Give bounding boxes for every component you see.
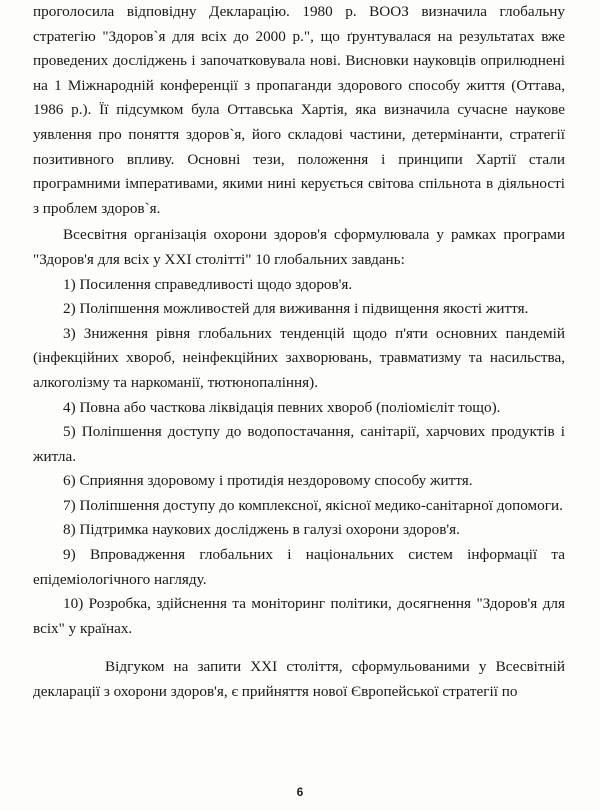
task-item-4: 4) Повна або часткова ліквідація певних хвороб (поліомієліт тощо). [63,398,501,416]
task-item-8: 8) Підтримка наукових досліджень в галузі охорони здоров'я. [63,521,460,539]
page-number: 6 [296,785,304,799]
task-item-2: 2) Поліпшення можливостей для виживання і підвищення якості життя. [63,300,529,318]
paragraph-declaration: проголосила відповідну Декларацію. 1980 р. ВООЗ визначила глобальну стратегію "Здоров`я для всіх до 2000 р.", що ґрунтувалася на результатах вже проведених досліджень і започатковувала нові. Висновки науковців оприлюднені на 1 Міжнародній конференції з пропаганди здорового способу життя (Оттава, 1986 р.). Її підсумком була Оттавська Хартія, яка визначила сучасне наукове уявлення про поняття здоров`я, його складові частини, детермінанти, стратегії позитивного впливу. Основні тези, положення і принципи Хартії стали програмними імперативами, якими нині керується світова спільнота в діяльності з проблем здоров`я. [33,3,565,217]
task-item-7: 7) Поліпшення доступу до комплексної, якісної медико-санітарної допомоги. [63,496,563,514]
task-item-10: 10) Розробка, здійснення та моніторинг політики, досягнення "Здоров'я для всіх" у країнах. [33,595,565,637]
paragraph-european-strategy: Відгуком на запити XXI століття, сформульованими у Всесвітній декларації з охорони здоров'я, є прийняття нової Європейської стратегії по [33,658,565,701]
task-item-5: 5) Поліпшення доступу до водопостачання, санітарії, харчових продуктів і житла. [33,423,565,465]
paragraph-who-tasks-intro: Всесвітня організація охорони здоров'я сформулювала у рамках програми "Здоров'я для всіх у XXI столітті" 10 глобальних завдань: [33,226,565,268]
task-item-1: 1) Посилення справедливості щодо здоров'я. [63,275,353,293]
task-item-9: 9) Впровадження глобальних і національних систем інформації та епідеміологічного нагляду. [33,546,565,588]
body-text [33,0,565,705]
task-item-6: 6) Сприяння здоровому і протидія нездоровому способу життя. [63,472,473,490]
task-item-3: 3) Зниження рівня глобальних тенденцій щодо п'яти основних пандемій (інфекційних хвороб, неінфекційних захворювань, травматизму та насильства, алкоголізму та наркоманії, тютюнопаління). [33,324,565,391]
